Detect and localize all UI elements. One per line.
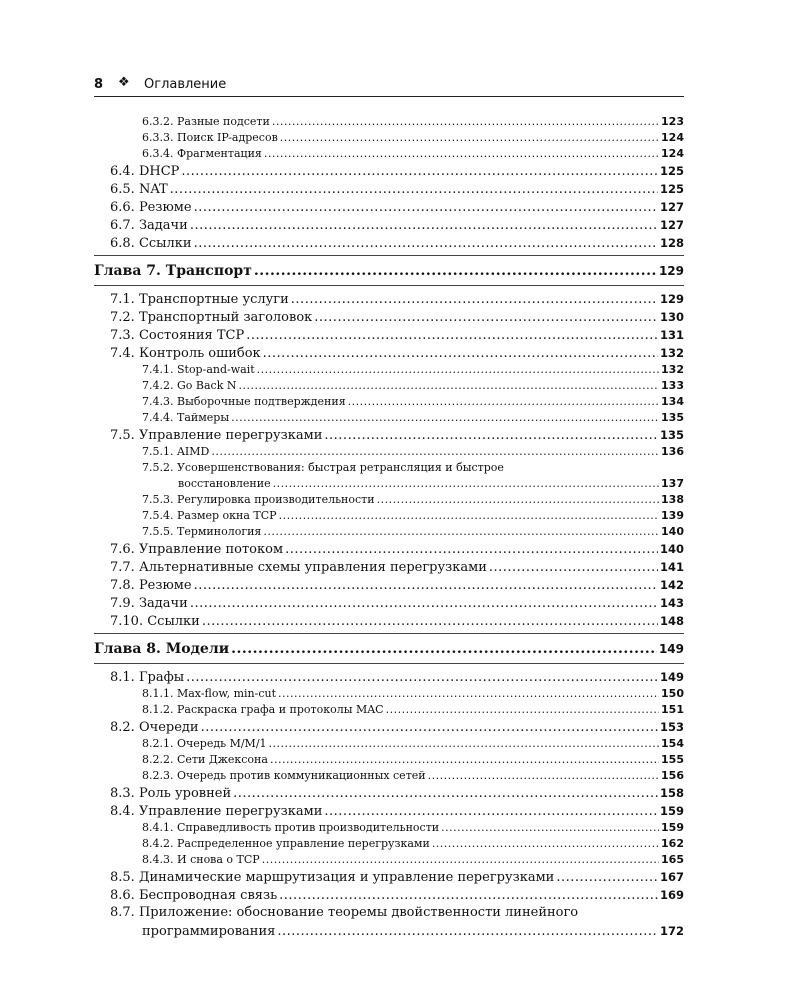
toc-entry-label: 7.4.1. Stop-and-wait xyxy=(142,363,255,376)
dot-leader xyxy=(489,559,658,577)
toc-page-number: 132 xyxy=(659,346,684,360)
toc-entry[interactable] xyxy=(94,290,684,308)
toc-entry[interactable] xyxy=(94,852,684,868)
dot-leader xyxy=(264,146,659,162)
toc-page-number: 139 xyxy=(661,509,684,522)
toc-entry[interactable] xyxy=(94,476,684,492)
toc-entry-label: 7.4. Контроль ошибок xyxy=(110,346,261,361)
toc-entry-label: 8.4. Управление перегрузками xyxy=(110,804,323,819)
toc-entry-label: 7.5. Управление перегрузками xyxy=(110,428,323,443)
toc-entry[interactable] xyxy=(94,344,684,362)
dot-leader xyxy=(263,524,659,540)
toc-page-number: 149 xyxy=(658,642,684,656)
dot-leader xyxy=(280,130,659,146)
toc-entry[interactable] xyxy=(94,410,684,426)
toc-entry[interactable] xyxy=(94,146,684,162)
page-number: 8 xyxy=(94,77,104,92)
toc-entry[interactable] xyxy=(94,180,684,198)
toc-entry-label: 7.8. Резюме xyxy=(110,578,192,593)
toc-entry[interactable] xyxy=(94,768,684,784)
toc-entry-label: 7.6. Управление потоком xyxy=(110,542,284,557)
toc-entry-label: 7.3. Состояния TCP xyxy=(110,328,245,343)
toc-entry-continuation: программирования xyxy=(142,924,276,939)
toc-entry[interactable] xyxy=(94,362,684,378)
running-title: Оглавление xyxy=(144,77,227,92)
toc-page-number: 159 xyxy=(659,804,684,818)
toc-page-number: 156 xyxy=(661,769,684,782)
toc-entry-label: 7.5.3. Регулировка производительности xyxy=(142,493,375,506)
dot-leader xyxy=(233,785,658,803)
toc-page-number: 124 xyxy=(661,131,684,144)
toc-chapter-entry[interactable] xyxy=(94,260,684,282)
toc-entry-label: 8.2.2. Сети Джексона xyxy=(142,753,268,766)
toc-entry-label: 7.10. Ссылки xyxy=(110,614,200,629)
toc-page-number: 148 xyxy=(659,614,684,628)
toc-page-number: 135 xyxy=(661,411,684,424)
toc-page-number: 125 xyxy=(659,182,684,196)
toc-entry[interactable] xyxy=(94,326,684,344)
toc-page-number: 136 xyxy=(661,445,684,458)
toc-page-number: 135 xyxy=(659,428,684,442)
toc-entry[interactable] xyxy=(94,444,684,460)
toc-entry[interactable] xyxy=(94,784,684,802)
dot-leader xyxy=(273,476,659,492)
toc-page-number: 158 xyxy=(659,786,684,800)
toc-page-number: 137 xyxy=(661,477,684,490)
dot-leader xyxy=(556,869,658,887)
toc-entry[interactable] xyxy=(94,394,684,410)
dot-leader xyxy=(377,492,659,508)
toc-entry-label: 6.3.4. Фрагментация xyxy=(142,147,262,160)
toc-entry[interactable] xyxy=(94,702,684,718)
toc-entry-label: 7.5.4. Размер окна TCP xyxy=(142,509,277,522)
dot-leader xyxy=(278,686,659,702)
dot-leader xyxy=(314,309,658,327)
toc-page-number: 134 xyxy=(661,395,684,408)
toc-page-number: 169 xyxy=(659,888,684,902)
toc-entry-label: 8.4.2. Распределенное управление перегрузками xyxy=(142,837,430,850)
toc-entry[interactable] xyxy=(94,612,684,630)
toc-page-number: 129 xyxy=(659,292,684,306)
dot-leader xyxy=(194,199,658,217)
toc-entry[interactable] xyxy=(94,234,684,252)
dot-leader xyxy=(324,427,658,445)
toc-entry-label: Глава 7. Транспорт xyxy=(94,263,252,279)
toc-entry[interactable] xyxy=(94,524,684,540)
toc-entry-label: 8.1. Графы xyxy=(110,670,185,685)
toc-entry[interactable] xyxy=(94,752,684,768)
toc-entry-label: 8.3. Роль уровней xyxy=(110,786,232,801)
toc-entry-label: 8.4.1. Справедливость против производительности xyxy=(142,821,440,834)
toc-entry-label: 7.5.2. Усовершенствования: быстрая ретрансляция и быстрое xyxy=(142,461,504,474)
toc-entry[interactable] xyxy=(94,594,684,612)
toc-page-number: 127 xyxy=(659,200,684,214)
toc-page-number: 172 xyxy=(659,924,684,938)
toc-entry-label: 6.3.3. Поиск IP-адресов xyxy=(142,131,278,144)
dot-leader xyxy=(277,923,658,941)
toc-entry-label: 7.4.2. Go Back N xyxy=(142,379,237,392)
dot-leader xyxy=(254,260,657,282)
toc-page-number: 153 xyxy=(659,720,684,734)
dot-leader xyxy=(348,394,659,410)
dot-leader xyxy=(285,541,658,559)
dot-leader xyxy=(190,217,658,235)
toc-page-number: 131 xyxy=(659,328,684,342)
dot-leader xyxy=(269,736,660,752)
dot-leader xyxy=(170,181,658,199)
dot-leader xyxy=(238,378,659,394)
toc-entry[interactable] xyxy=(94,508,684,524)
toc-entry-label: 7.4.4. Таймеры xyxy=(142,411,230,424)
toc-entry-label: 8.6. Беспроводная связь xyxy=(110,888,278,903)
dot-leader xyxy=(194,577,658,595)
chapter-divider xyxy=(94,255,684,256)
toc-entry-label: 8.7. Приложение: обоснование теоремы двойственности линейного xyxy=(110,905,579,920)
toc-entry[interactable] xyxy=(94,718,684,736)
toc-entry-label: 8.2.1. Очередь M/M/1 xyxy=(142,737,267,750)
toc-page-number: 167 xyxy=(659,870,684,884)
toc-entry[interactable] xyxy=(94,162,684,180)
toc-entry-label: 6.3.2. Разные подсети xyxy=(142,115,270,128)
ornament-icon: ❖ xyxy=(118,75,130,90)
dot-leader xyxy=(279,508,659,524)
toc-entry[interactable] xyxy=(94,492,684,508)
toc-entry-label: 8.1.1. Max-flow, min-cut xyxy=(142,687,277,700)
toc-entry[interactable] xyxy=(94,802,684,820)
toc-entry-line xyxy=(94,460,684,476)
toc-entry[interactable] xyxy=(94,820,684,836)
dot-leader xyxy=(194,235,658,253)
dot-leader xyxy=(231,410,659,426)
dot-leader xyxy=(201,719,658,737)
toc-entry-label: 6.6. Резюме xyxy=(110,200,192,215)
dot-leader xyxy=(202,613,658,631)
toc-entry[interactable] xyxy=(94,686,684,702)
table-of-contents xyxy=(94,114,684,940)
toc-page-number: 128 xyxy=(659,236,684,250)
chapter-divider xyxy=(94,633,684,634)
toc-page-number: 133 xyxy=(661,379,684,392)
dot-leader xyxy=(262,852,659,868)
running-header xyxy=(94,74,684,97)
toc-entry-label: 8.2. Очереди xyxy=(110,720,199,735)
toc-entry-label: 6.4. DHCP xyxy=(110,164,180,179)
toc-entry[interactable] xyxy=(94,868,684,886)
toc-page-number: 151 xyxy=(661,703,684,716)
toc-chapter-entry[interactable] xyxy=(94,638,684,660)
toc-page-number: 143 xyxy=(659,596,684,610)
dot-leader xyxy=(257,362,659,378)
toc-page-number: 150 xyxy=(661,687,684,700)
toc-page-number: 165 xyxy=(661,853,684,866)
toc-entry[interactable] xyxy=(94,886,684,904)
toc-page-number: 138 xyxy=(661,493,684,506)
chapter-divider xyxy=(94,663,684,664)
toc-entry-label: 7.1. Транспортные услуги xyxy=(110,292,289,307)
chapter-divider xyxy=(94,285,684,286)
toc-page-number: 142 xyxy=(659,578,684,592)
toc-entry-continuation: восстановление xyxy=(178,477,271,490)
toc-page-number: 154 xyxy=(661,737,684,750)
toc-page-number: 159 xyxy=(661,821,684,834)
toc-entry[interactable] xyxy=(94,308,684,326)
dot-leader xyxy=(432,836,659,852)
toc-page-number: 129 xyxy=(658,264,684,278)
toc-page-number: 162 xyxy=(661,837,684,850)
toc-entry[interactable] xyxy=(94,540,684,558)
toc-entry[interactable] xyxy=(94,668,684,686)
toc-entry[interactable] xyxy=(94,426,684,444)
toc-entry-label: Глава 8. Модели xyxy=(94,641,230,657)
toc-entry[interactable] xyxy=(94,736,684,752)
toc-entry[interactable] xyxy=(94,576,684,594)
dot-leader xyxy=(211,444,659,460)
toc-entry-label: 7.4.3. Выборочные подтверждения xyxy=(142,395,346,408)
toc-entry[interactable] xyxy=(94,198,684,216)
toc-entry-line xyxy=(94,904,684,922)
toc-entry-label: 6.7. Задачи xyxy=(110,218,188,233)
toc-entry-label: 8.5. Динамические маршрутизация и управление перегрузками xyxy=(110,870,555,885)
toc-entry[interactable] xyxy=(94,836,684,852)
dot-leader xyxy=(428,768,659,784)
dot-leader xyxy=(291,291,658,309)
toc-entry[interactable] xyxy=(94,558,684,576)
toc-page-number: 132 xyxy=(661,363,684,376)
toc-page-number: 140 xyxy=(661,525,684,538)
toc-page-number: 149 xyxy=(659,670,684,684)
dot-leader xyxy=(246,327,658,345)
toc-page-number: 124 xyxy=(661,147,684,160)
dot-leader xyxy=(272,114,659,130)
dot-leader xyxy=(386,702,659,718)
toc-entry-label: 6.5. NAT xyxy=(110,182,168,197)
toc-entry-label: 7.5.5. Терминология xyxy=(142,525,262,538)
toc-page-number: 123 xyxy=(661,115,684,128)
toc-entry[interactable] xyxy=(94,114,684,130)
toc-page-number: 141 xyxy=(659,560,684,574)
toc-entry-label: 7.9. Задачи xyxy=(110,596,188,611)
toc-page-number: 130 xyxy=(659,310,684,324)
toc-page-number: 127 xyxy=(659,218,684,232)
toc-page-number: 140 xyxy=(659,542,684,556)
dot-leader xyxy=(263,345,658,363)
dot-leader xyxy=(279,887,658,905)
toc-entry-label: 6.8. Ссылки xyxy=(110,236,192,251)
dot-leader xyxy=(324,803,658,821)
dot-leader xyxy=(270,752,659,768)
dot-leader xyxy=(181,163,658,181)
toc-entry-label: 8.4.3. И снова о TCP xyxy=(142,853,260,866)
toc-entry-label: 7.5.1. AIMD xyxy=(142,445,210,458)
dot-leader xyxy=(231,638,657,660)
toc-entry-label: 7.2. Транспортный заголовок xyxy=(110,310,313,325)
toc-entry-label: 7.7. Альтернативные схемы управления перегрузками xyxy=(110,560,487,575)
dot-leader xyxy=(186,669,658,687)
toc-entry-label: 8.2.3. Очередь против коммуникационных сетей xyxy=(142,769,426,782)
dot-leader xyxy=(190,595,658,613)
toc-page-number: 125 xyxy=(659,164,684,178)
toc-entry[interactable] xyxy=(94,130,684,146)
toc-entry[interactable] xyxy=(94,378,684,394)
toc-entry-label: 8.1.2. Раскраска графа и протоколы MAC xyxy=(142,703,384,716)
toc-entry[interactable] xyxy=(94,922,684,940)
toc-entry[interactable] xyxy=(94,216,684,234)
dot-leader xyxy=(441,820,659,836)
toc-page-number: 155 xyxy=(661,753,684,766)
